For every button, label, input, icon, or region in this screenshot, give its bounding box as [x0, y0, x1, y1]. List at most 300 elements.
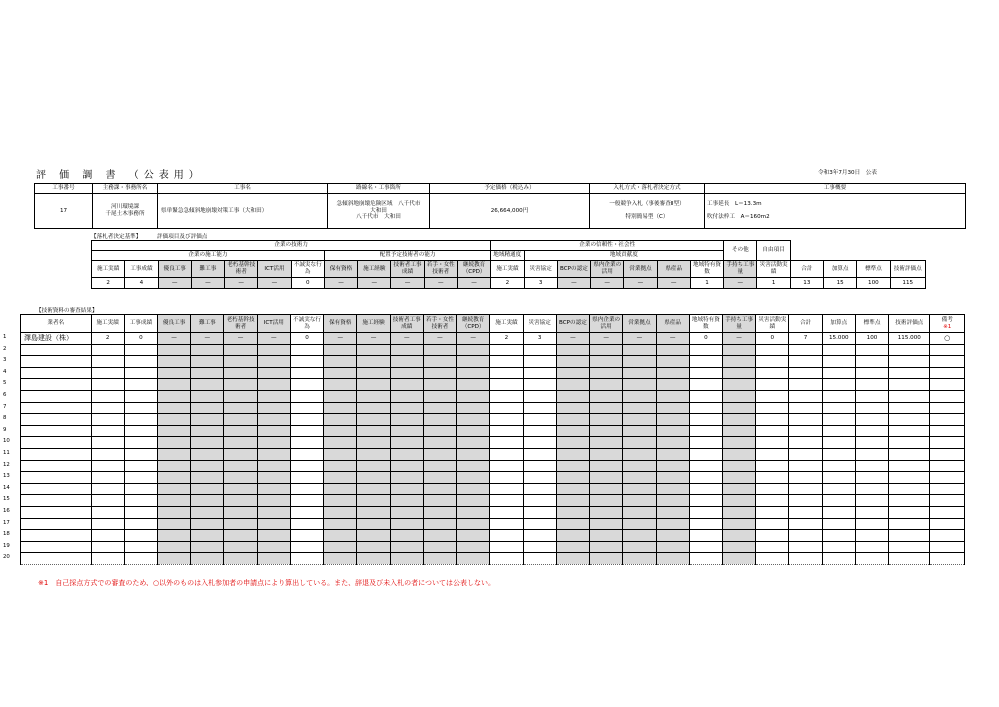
empty-cell — [789, 472, 822, 484]
col-method: 入札方式・落札者決定方式 — [590, 184, 705, 194]
summary-line-1: 工事延長 L＝13.3m — [707, 201, 762, 208]
empty-cell — [191, 495, 224, 507]
empty-cell — [656, 518, 689, 530]
result-value: — — [656, 333, 689, 345]
empty-cell — [224, 460, 257, 472]
results-head: ICT活用 — [257, 315, 290, 333]
empty-cell — [689, 553, 722, 565]
empty-cell — [623, 344, 656, 356]
empty-cell — [91, 390, 124, 402]
empty-cell — [457, 460, 490, 472]
empty-cell — [124, 553, 157, 565]
criteria-blank — [790, 241, 925, 261]
empty-cell — [21, 402, 92, 414]
empty-cell — [756, 506, 789, 518]
empty-cell — [889, 367, 930, 379]
empty-cell — [889, 541, 930, 553]
empty-cell — [590, 553, 623, 565]
empty-cell — [390, 448, 423, 460]
empty-cell — [124, 425, 157, 437]
criteria-head: 老朽基幹技術者 — [225, 261, 258, 278]
empty-cell — [822, 541, 855, 553]
empty-cell — [930, 541, 965, 553]
empty-cell — [457, 390, 490, 402]
empty-cell — [930, 460, 965, 472]
empty-cell — [722, 495, 755, 507]
empty-cell — [689, 506, 722, 518]
empty-cell — [756, 530, 789, 542]
empty-cell — [822, 460, 855, 472]
empty-cell — [789, 448, 822, 460]
empty-cell — [390, 518, 423, 530]
empty-cell — [822, 414, 855, 426]
empty-cell — [930, 437, 965, 449]
empty-cell — [257, 390, 290, 402]
group-free: 自由項目 — [757, 241, 790, 261]
empty-cell — [590, 414, 623, 426]
empty-cell — [257, 448, 290, 460]
empty-cell — [21, 518, 92, 530]
result-value: — — [257, 333, 290, 345]
empty-cell — [722, 402, 755, 414]
empty-cell — [930, 367, 965, 379]
empty-cell — [490, 506, 523, 518]
empty-cell — [590, 472, 623, 484]
empty-cell — [324, 483, 357, 495]
empty-cell — [224, 472, 257, 484]
empty-cell — [224, 379, 257, 391]
row-number: 14 — [3, 484, 10, 491]
table-row — [21, 414, 965, 426]
table-row — [21, 437, 965, 449]
empty-cell — [556, 425, 589, 437]
empty-cell — [290, 437, 323, 449]
empty-cell — [930, 402, 965, 414]
empty-cell — [157, 448, 190, 460]
empty-cell — [722, 379, 755, 391]
empty-cell — [756, 495, 789, 507]
empty-cell — [656, 506, 689, 518]
empty-cell — [490, 402, 523, 414]
empty-cell — [930, 472, 965, 484]
empty-cell — [855, 390, 888, 402]
empty-cell — [423, 495, 456, 507]
empty-cell — [390, 414, 423, 426]
row-number: 19 — [3, 542, 10, 549]
results-table — [20, 314, 965, 565]
empty-cell — [855, 460, 888, 472]
empty-cell — [390, 402, 423, 414]
page-title: 評 価 調 書 （公表用） — [36, 170, 204, 181]
sub-construction: 企業の施工能力 — [92, 251, 325, 261]
empty-cell — [822, 344, 855, 356]
empty-cell — [324, 472, 357, 484]
empty-cell — [590, 356, 623, 368]
empty-cell — [656, 344, 689, 356]
empty-cell — [124, 414, 157, 426]
empty-cell — [21, 506, 92, 518]
empty-cell — [290, 402, 323, 414]
empty-cell — [290, 530, 323, 542]
empty-cell — [623, 356, 656, 368]
criteria-group-row — [92, 241, 926, 251]
results-head: 施工実績 — [490, 315, 523, 333]
empty-cell — [689, 344, 722, 356]
empty-cell — [324, 541, 357, 553]
work-number: 17 — [35, 194, 93, 229]
empty-cell — [822, 472, 855, 484]
empty-cell — [390, 379, 423, 391]
empty-cell — [590, 483, 623, 495]
empty-cell — [224, 541, 257, 553]
empty-cell — [157, 541, 190, 553]
empty-cell — [157, 518, 190, 530]
empty-cell — [390, 356, 423, 368]
empty-cell — [822, 437, 855, 449]
result-value: — — [590, 333, 623, 345]
empty-cell — [490, 448, 523, 460]
empty-cell — [556, 553, 589, 565]
empty-cell — [855, 518, 888, 530]
table-row — [21, 506, 965, 518]
empty-cell — [822, 425, 855, 437]
row-number: 12 — [3, 461, 10, 468]
empty-cell — [257, 425, 290, 437]
empty-cell — [157, 495, 190, 507]
empty-cell — [124, 460, 157, 472]
results-head: 継続教育（CPD） — [457, 315, 490, 333]
empty-cell — [423, 356, 456, 368]
empty-cell — [257, 414, 290, 426]
empty-cell — [930, 518, 965, 530]
empty-cell — [224, 495, 257, 507]
company-name: 澤島建設（株） — [21, 333, 92, 345]
empty-cell — [656, 472, 689, 484]
empty-cell — [656, 483, 689, 495]
empty-cell — [789, 344, 822, 356]
empty-cell — [257, 460, 290, 472]
empty-cell — [191, 483, 224, 495]
empty-cell — [490, 367, 523, 379]
empty-cell — [623, 472, 656, 484]
empty-cell — [656, 448, 689, 460]
empty-cell — [855, 379, 888, 391]
empty-cell — [930, 495, 965, 507]
table-row — [21, 553, 965, 565]
empty-cell — [855, 402, 888, 414]
empty-cell — [91, 553, 124, 565]
empty-cell — [21, 414, 92, 426]
empty-cell — [523, 530, 556, 542]
result-value: 115.000 — [889, 333, 930, 345]
empty-cell — [789, 437, 822, 449]
empty-cell — [656, 553, 689, 565]
result-value: — — [722, 333, 755, 345]
empty-cell — [21, 495, 92, 507]
empty-cell — [789, 495, 822, 507]
empty-cell — [590, 506, 623, 518]
empty-cell — [623, 390, 656, 402]
row-number: 13 — [3, 473, 10, 480]
empty-cell — [357, 390, 390, 402]
empty-cell — [324, 495, 357, 507]
empty-cell — [21, 379, 92, 391]
empty-cell — [523, 437, 556, 449]
results-head: 災害協定 — [523, 315, 556, 333]
empty-cell — [191, 379, 224, 391]
empty-cell — [722, 541, 755, 553]
results-head: 地域特有資数 — [689, 315, 722, 333]
empty-cell — [590, 425, 623, 437]
empty-cell — [91, 402, 124, 414]
empty-cell — [855, 483, 888, 495]
empty-cell — [191, 390, 224, 402]
row-number: 9 — [3, 426, 7, 433]
empty-cell — [855, 344, 888, 356]
footnote: ※1 自己採点方式での審査のため、○以外のものは入札参加者の申請点により算出している。また、辞退及び未入札の者については公表しない。 — [38, 579, 496, 587]
row-number: 4 — [3, 368, 7, 375]
empty-cell — [889, 356, 930, 368]
empty-cell — [789, 414, 822, 426]
empty-cell — [656, 530, 689, 542]
empty-cell — [157, 460, 190, 472]
empty-cell — [689, 379, 722, 391]
empty-cell — [523, 344, 556, 356]
col-work-number: 工事番号 — [35, 184, 93, 194]
table-row — [21, 518, 965, 530]
empty-cell — [590, 541, 623, 553]
row-number: 20 — [3, 554, 10, 561]
empty-cell — [689, 518, 722, 530]
empty-cell — [191, 448, 224, 460]
empty-cell — [756, 402, 789, 414]
empty-cell — [656, 541, 689, 553]
empty-cell — [21, 437, 92, 449]
empty-cell — [689, 437, 722, 449]
empty-cell — [357, 483, 390, 495]
criteria-head: 営業拠点 — [624, 261, 657, 278]
empty-cell — [124, 390, 157, 402]
empty-cell — [290, 483, 323, 495]
empty-cell — [91, 483, 124, 495]
empty-cell — [324, 460, 357, 472]
empty-cell — [789, 483, 822, 495]
empty-cell — [490, 541, 523, 553]
results-head: 標準点 — [855, 315, 888, 333]
empty-cell — [490, 414, 523, 426]
empty-cell — [889, 506, 930, 518]
result-value: 0 — [756, 333, 789, 345]
empty-cell — [457, 356, 490, 368]
empty-cell — [889, 495, 930, 507]
table-row — [21, 448, 965, 460]
empty-cell — [590, 530, 623, 542]
empty-cell — [423, 483, 456, 495]
header-value-row — [35, 194, 966, 229]
empty-cell — [157, 379, 190, 391]
empty-cell — [224, 506, 257, 518]
empty-cell — [191, 414, 224, 426]
empty-cell — [590, 390, 623, 402]
table-row — [21, 379, 965, 391]
empty-cell — [91, 437, 124, 449]
empty-cell — [756, 483, 789, 495]
criteria-head: 施工実績 — [92, 261, 125, 278]
empty-cell — [257, 506, 290, 518]
empty-cell — [324, 356, 357, 368]
empty-cell — [822, 367, 855, 379]
empty-cell — [689, 402, 722, 414]
criteria-head: ICT活用 — [258, 261, 291, 278]
empty-cell — [191, 472, 224, 484]
empty-cell — [556, 379, 589, 391]
empty-cell — [789, 460, 822, 472]
empty-cell — [490, 553, 523, 565]
empty-cell — [457, 472, 490, 484]
empty-cell — [324, 367, 357, 379]
empty-cell — [523, 541, 556, 553]
empty-cell — [423, 437, 456, 449]
criteria-head: 継続教育（CPD） — [457, 261, 490, 278]
empty-cell — [930, 448, 965, 460]
empty-cell — [822, 483, 855, 495]
empty-cell — [457, 553, 490, 565]
results-head: 施工実績 — [91, 315, 124, 333]
empty-cell — [855, 367, 888, 379]
empty-cell — [689, 495, 722, 507]
empty-cell — [457, 483, 490, 495]
empty-cell — [290, 344, 323, 356]
empty-cell — [756, 356, 789, 368]
empty-cell — [224, 367, 257, 379]
sub-region: 地域精通度 — [491, 251, 524, 261]
empty-cell — [623, 437, 656, 449]
empty-cell — [789, 356, 822, 368]
criteria-head: 合計 — [790, 261, 823, 278]
criteria-head: 難工事 — [191, 261, 224, 278]
empty-cell — [290, 379, 323, 391]
criteria-value: — — [591, 278, 624, 289]
criteria-value: — — [158, 278, 191, 289]
empty-cell — [191, 425, 224, 437]
empty-cell — [889, 518, 930, 530]
empty-cell — [157, 483, 190, 495]
empty-cell — [21, 425, 92, 437]
col-price: 予定価格（税込み） — [430, 184, 590, 194]
empty-cell — [423, 448, 456, 460]
empty-cell — [490, 425, 523, 437]
empty-cell — [290, 367, 323, 379]
empty-cell — [124, 530, 157, 542]
empty-cell — [357, 356, 390, 368]
empty-cell — [357, 437, 390, 449]
empty-cell — [855, 414, 888, 426]
office-line-2: 千尾土木事務所 — [105, 211, 145, 217]
results-head-row — [21, 315, 965, 333]
empty-cell — [91, 495, 124, 507]
empty-cell — [124, 437, 157, 449]
criteria-head: 施工実績 — [491, 261, 524, 278]
empty-cell — [124, 344, 157, 356]
method-line-1: 一般競争入札（事後審査Ⅱ型） — [609, 201, 685, 208]
empty-cell — [124, 541, 157, 553]
empty-cell — [756, 344, 789, 356]
empty-cell — [390, 425, 423, 437]
criteria-value-row — [92, 278, 926, 289]
empty-cell — [357, 425, 390, 437]
empty-cell — [257, 472, 290, 484]
empty-cell — [889, 553, 930, 565]
row-number: 18 — [3, 531, 10, 538]
empty-cell — [21, 367, 92, 379]
empty-cell — [556, 414, 589, 426]
empty-cell — [157, 472, 190, 484]
empty-cell — [523, 425, 556, 437]
empty-cell — [855, 506, 888, 518]
sub-contrib: 地域貢献度 — [524, 251, 724, 261]
result-value: — — [224, 333, 257, 345]
result-value: — — [623, 333, 656, 345]
row-number: 15 — [3, 496, 10, 503]
empty-cell — [656, 425, 689, 437]
empty-cell — [789, 506, 822, 518]
empty-cell — [357, 367, 390, 379]
empty-cell — [523, 367, 556, 379]
empty-cell — [623, 541, 656, 553]
empty-cell — [523, 518, 556, 530]
empty-cell — [623, 518, 656, 530]
empty-cell — [324, 414, 357, 426]
results-head: 難工事 — [191, 315, 224, 333]
empty-cell — [623, 367, 656, 379]
group-other: その他 — [724, 241, 757, 261]
row-number: 2 — [3, 345, 7, 352]
empty-cell — [357, 553, 390, 565]
empty-cell — [91, 379, 124, 391]
empty-cell — [191, 356, 224, 368]
empty-cell — [224, 402, 257, 414]
empty-cell — [523, 460, 556, 472]
empty-cell — [822, 356, 855, 368]
empty-cell — [124, 472, 157, 484]
results-head: 施工経験 — [357, 315, 390, 333]
empty-cell — [889, 437, 930, 449]
empty-cell — [124, 518, 157, 530]
table-row — [21, 333, 965, 345]
empty-cell — [257, 553, 290, 565]
empty-cell — [889, 448, 930, 460]
empty-cell — [556, 402, 589, 414]
empty-cell — [324, 553, 357, 565]
empty-cell — [490, 379, 523, 391]
empty-cell — [390, 483, 423, 495]
empty-cell — [789, 367, 822, 379]
empty-cell — [855, 553, 888, 565]
empty-cell — [689, 390, 722, 402]
empty-cell — [656, 379, 689, 391]
empty-cell — [224, 425, 257, 437]
empty-cell — [290, 460, 323, 472]
empty-cell — [722, 425, 755, 437]
empty-cell — [855, 495, 888, 507]
empty-cell — [357, 402, 390, 414]
empty-cell — [789, 553, 822, 565]
empty-cell — [324, 425, 357, 437]
empty-cell — [689, 414, 722, 426]
empty-cell — [822, 506, 855, 518]
criteria-head: 災害協定 — [524, 261, 557, 278]
empty-cell — [257, 437, 290, 449]
